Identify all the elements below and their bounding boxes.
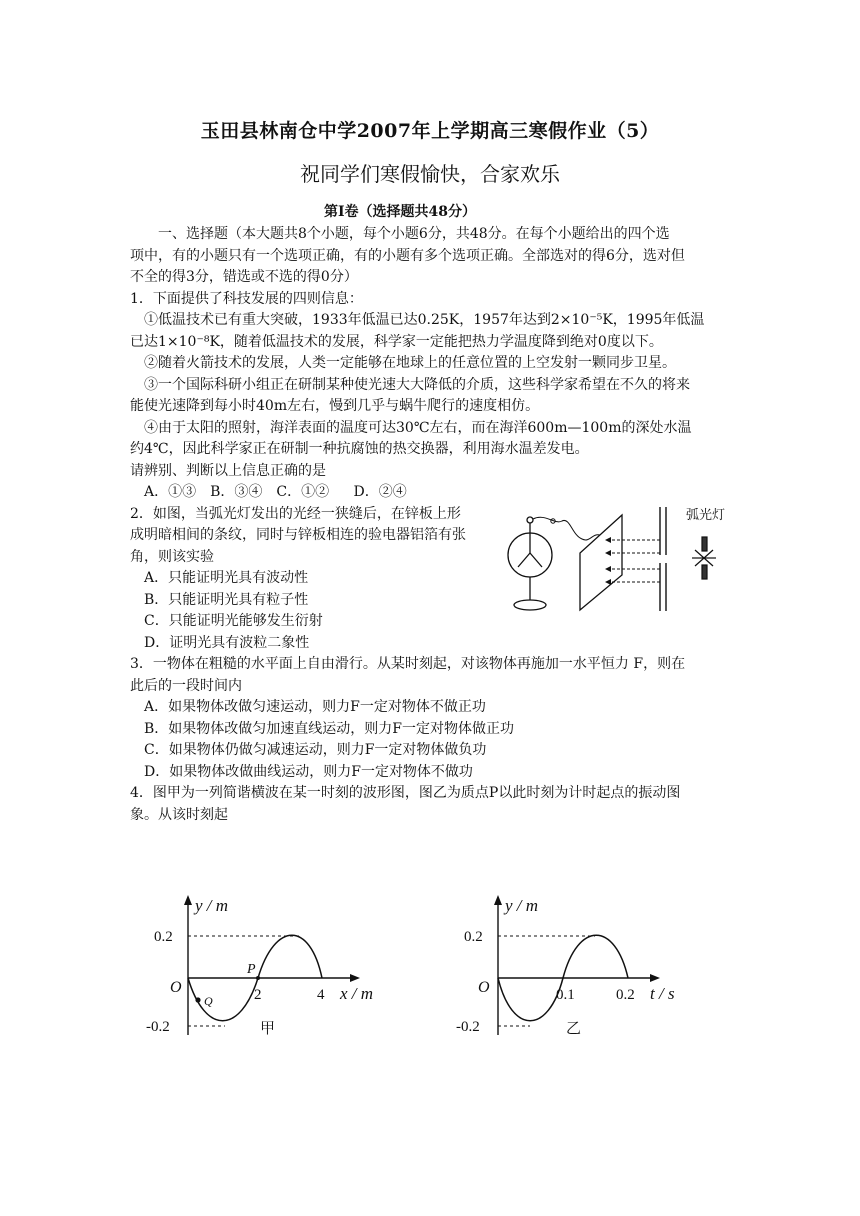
q1-item3-line2: 能使光速降到每小时40m左右，慢到几乎与蜗牛爬行的速度相仿。 <box>130 398 540 414</box>
arc-lamp-experiment-figure <box>500 505 770 625</box>
point-q-label: Q <box>204 994 213 1008</box>
q2-text <box>130 504 495 655</box>
caption-b: 乙 <box>566 1021 582 1037</box>
electroscope <box>508 517 552 610</box>
x-axis-label-a: x / m <box>340 984 374 1003</box>
q2-option-a: A．只能证明光具有波动性 <box>144 570 309 586</box>
caption-a: 甲 <box>260 1021 276 1037</box>
q1-item4-line1: ④由于太阳的照射，海洋表面的温度可达30℃左右，而在海洋600m—100m的深处水温 <box>144 419 692 436</box>
wave-figures <box>146 885 710 1045</box>
q3-option-d: D．如果物体改做曲线运动，则力F一定对物体不做功 <box>144 763 473 780</box>
q1-item1-line2: 已达1×10⁻⁸K，随着低温技术的发展，科学家一定能把热力学温度降到绝对0度以下。 <box>130 333 663 350</box>
q2-stem-line3: 角，则该实验 <box>130 548 214 565</box>
wave-graph-a <box>146 895 373 1037</box>
y-axis-label-a: y / m <box>195 896 229 915</box>
page-title: 玉田县林南仓中学2007年上学期高三寒假作业（5） <box>200 120 660 142</box>
page-subtitle: 祝同学们寒假愉快，合家欢乐 <box>300 162 560 186</box>
q2-option-b: B．只能证明光具有粒子性 <box>144 591 309 608</box>
q3-stem-line1: 3．一物体在粗糙的水平面上自由滑行。从某时刻起，对该物体再施加一水平恒力 F，则在 <box>130 656 686 672</box>
arc-lamp-label: 弧光灯 <box>686 507 726 522</box>
x-tick-label-a-2: 4 <box>317 987 325 1003</box>
q3-option-b: B．如果物体改做匀加速直线运动，则力F一定对物体做正功 <box>144 720 515 737</box>
q2-option-d: D．证明光具有波粒二象性 <box>144 634 310 651</box>
q1-item1-line1: ①低温技术已有重大突破，1933年低温已达0.25K，1957年达到2×10⁻⁵K，1995年低温 <box>144 312 705 328</box>
q1-item2: ②随着火箭技术的发展，人类一定能够在地球上的任意位置的上空发射一颗同步卫星。 <box>144 355 676 371</box>
q1-stem: 1．下面提供了科技发展的四则信息： <box>130 290 363 307</box>
instructions-line-1: 一、选择题（本大题共8个小题，每个小题6分，共48分。在每个小题给出的四个选 <box>158 226 670 242</box>
y-bottom-label-b: -0.2 <box>456 1019 480 1035</box>
point-p <box>256 976 260 980</box>
origin-label-b: O <box>478 979 490 996</box>
x-tick-label-a-1: 2 <box>254 987 262 1003</box>
y-top-label-a: 0.2 <box>154 929 173 945</box>
q2-stem-line2: 成明暗相间的条纹，同时与锌板相连的验电器铝箔有张 <box>130 527 466 543</box>
x-tick-label-b-2: 0.2 <box>616 987 635 1003</box>
slit <box>660 507 666 611</box>
q2-stem-line1: 2．如图，当弧光灯发出的光经一狭缝后，在锌板上形 <box>130 505 461 522</box>
wave-graph-b <box>456 895 675 1037</box>
q1-item3-line1: ③一个国际科研小组正在研制某种使光速大大降低的介质，这些科学家希望在不久的将来 <box>144 376 690 393</box>
q3-option-c: C．如果物体仍做匀减速运动，则力F一定对物体做负功 <box>144 742 487 758</box>
arc-lamp-icon <box>692 537 716 579</box>
origin-label-a: O <box>170 979 182 996</box>
y-arrow-a <box>184 895 192 905</box>
x-tick-label-b-1: 0.1 <box>556 987 575 1003</box>
x-arrow-a <box>350 974 360 982</box>
light-arrows <box>605 540 660 582</box>
q1-ask: 请辨别、判断以上信息正确的是 <box>130 462 326 479</box>
zinc-plate <box>580 515 622 610</box>
q1-options: A．①③ B．③④ C．①② D．②④ <box>144 484 407 500</box>
y-arrow-b <box>494 895 502 905</box>
q4-stem-line1: 4．图甲为一列简谐横波在某一时刻的波形图，图乙为质点P以此时刻为计时起点的振动图 <box>130 785 681 801</box>
point-q <box>195 997 200 1002</box>
y-top-label-b: 0.2 <box>464 929 483 945</box>
point-p-label: P <box>247 962 256 977</box>
x-arrow-b <box>650 974 660 982</box>
x-axis-label-b: t / s <box>650 984 675 1003</box>
section-heading: 第Ⅰ卷（选择题共48分） <box>323 204 477 220</box>
y-bottom-label-a: -0.2 <box>146 1019 170 1035</box>
q3-option-a: A．如果物体改做匀速运动，则力F一定对物体不做正功 <box>144 699 486 715</box>
y-axis-label-b: y / m <box>505 896 539 915</box>
q2-option-c: C．只能证明光能够发生衍射 <box>144 613 323 629</box>
instructions-line-3: 不全的得3分，错选或不选的得0分） <box>130 269 358 285</box>
instructions-line-2: 项中，有的小题只有一个选项正确，有的小题有多个选项正确。全部选对的得6分，选对但 <box>130 247 685 264</box>
q4-stem-line2: 象。从该时刻起 <box>130 806 228 823</box>
q3-stem-line2: 此后的一段时间内 <box>130 677 242 694</box>
q1-item4-line2: 约4℃，因此科学家正在研制一种抗腐蚀的热交换器，利用海水温差发电。 <box>130 441 589 457</box>
